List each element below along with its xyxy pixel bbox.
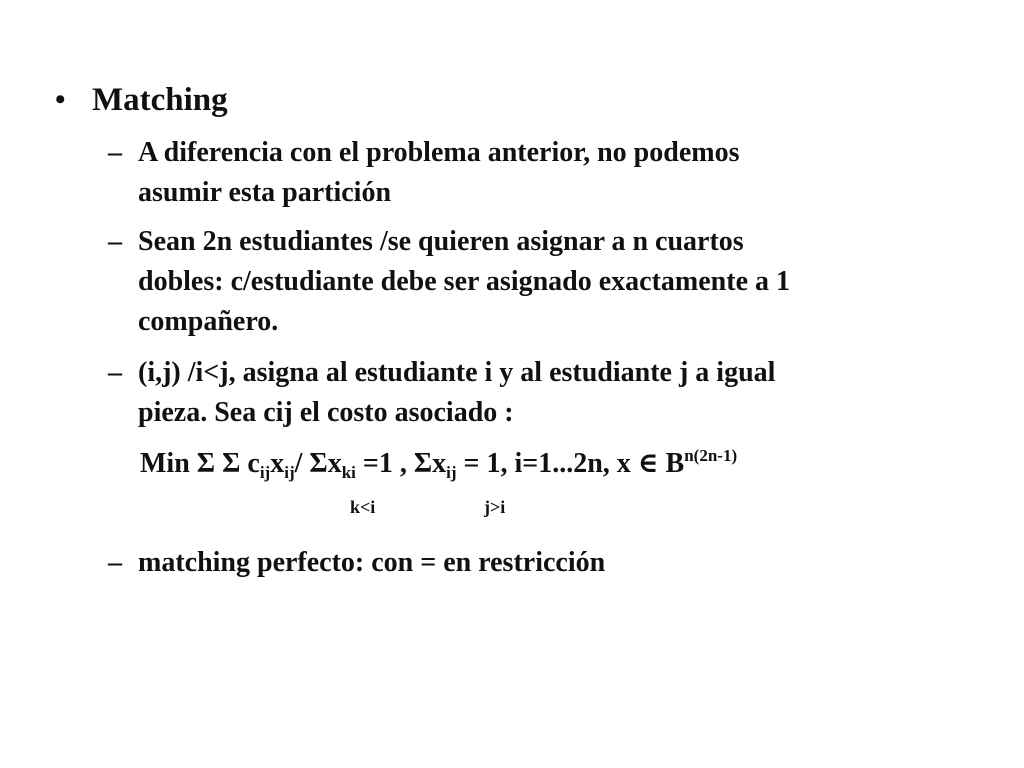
formula-subscript: ij (446, 463, 457, 482)
bullet-title: Matching (92, 82, 228, 118)
formula-subscript: ij (259, 463, 271, 482)
dash-icon: – (108, 547, 122, 578)
formula-subscript: ij (284, 463, 295, 482)
formula-superscript: n(2n-1) (684, 446, 738, 465)
formula (140, 444, 737, 484)
list-item-line: pieza. Sea cij el costo asociado : (138, 397, 514, 428)
list-item-line: compañero. (138, 306, 279, 337)
bullet-icon: • (55, 83, 66, 116)
formula-subscript: ki (341, 463, 356, 482)
list-item-3 (138, 353, 775, 433)
sum-index-right: j>i (484, 497, 506, 517)
list-item-line: dobles: c/estudiante debe ser asignado exactamente a 1 (138, 266, 790, 297)
formula-part: = 1, i=1...2n, x ∈ B (456, 448, 685, 479)
list-item-line: Sean 2n estudiantes /se quieren asignar a n cuartos (138, 226, 744, 257)
list-item-line: (i,j) /i<j, asigna al estudiante i y al estudiante j a igual (138, 357, 776, 388)
list-item-line: A diferencia con el problema anterior, no podemos (138, 137, 740, 168)
formula-part: Min Σ Σ c (140, 448, 260, 479)
list-item-2 (138, 222, 790, 342)
formula-part: =1 , Σx (355, 448, 447, 479)
list-item-1 (138, 133, 739, 213)
dash-icon: – (108, 357, 122, 388)
list-item-line: asumir esta partición (138, 177, 392, 208)
dash-icon: – (108, 226, 122, 257)
formula-part: / Σx (294, 448, 342, 479)
sum-index-left: k<i (350, 497, 376, 517)
formula-part: x (270, 448, 285, 479)
list-item-4: matching perfecto: con = en restricción (138, 547, 606, 578)
dash-icon: – (108, 137, 122, 168)
